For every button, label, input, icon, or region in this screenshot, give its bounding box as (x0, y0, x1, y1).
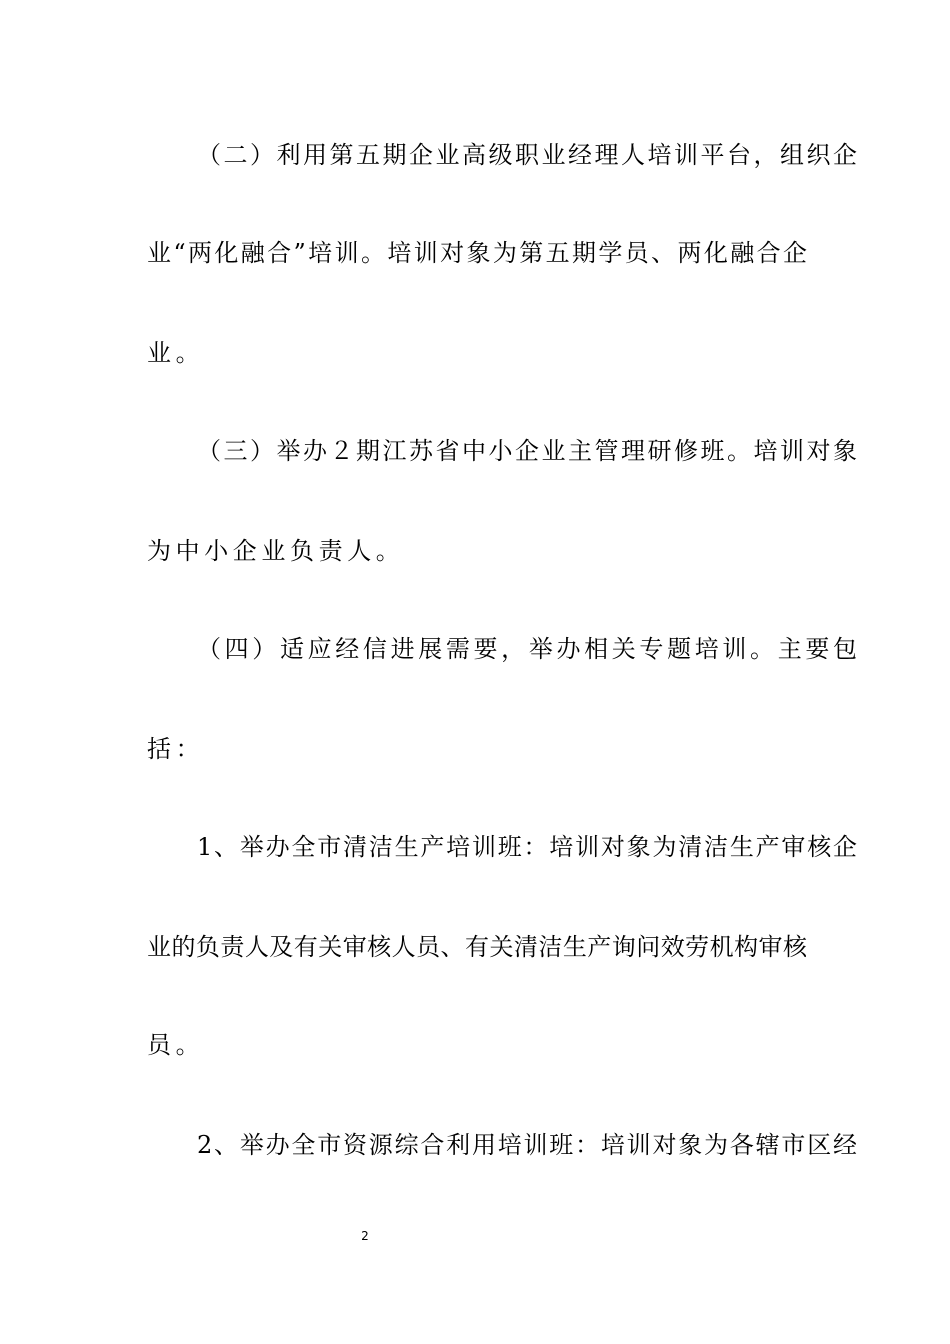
paragraph-line: 括： (147, 735, 205, 763)
paragraph-line: 员。 (147, 1031, 205, 1059)
paragraph-line: （二）利用第五期企业高级职业经理人培训平台，组织企 (197, 141, 857, 169)
paragraph-line: 业“两化融合”培训。培训对象为第五期学员、两化融合企 (147, 239, 807, 267)
paragraph-line: （四）适应经信进展需要，举办相关专题培训。主要包 (197, 635, 857, 663)
paragraph-line: 业的负责人及有关审核人员、有关清洁生产询问效劳机构审核 (147, 933, 807, 961)
paragraph-line: 2、举办全市资源综合利用培训班：培训对象为各辖市区经 (197, 1131, 857, 1159)
paragraph-line: 业。 (147, 339, 205, 367)
paragraph-line: 1、举办全市清洁生产培训班：培训对象为清洁生产审核企 (197, 833, 857, 861)
paragraph-line: 为中小企业负责人。 (147, 537, 405, 565)
paragraph-line: （三）举办２期江苏省中小企业主管理研修班。培训对象 (197, 437, 857, 465)
page-number: 2 (361, 1229, 369, 1243)
